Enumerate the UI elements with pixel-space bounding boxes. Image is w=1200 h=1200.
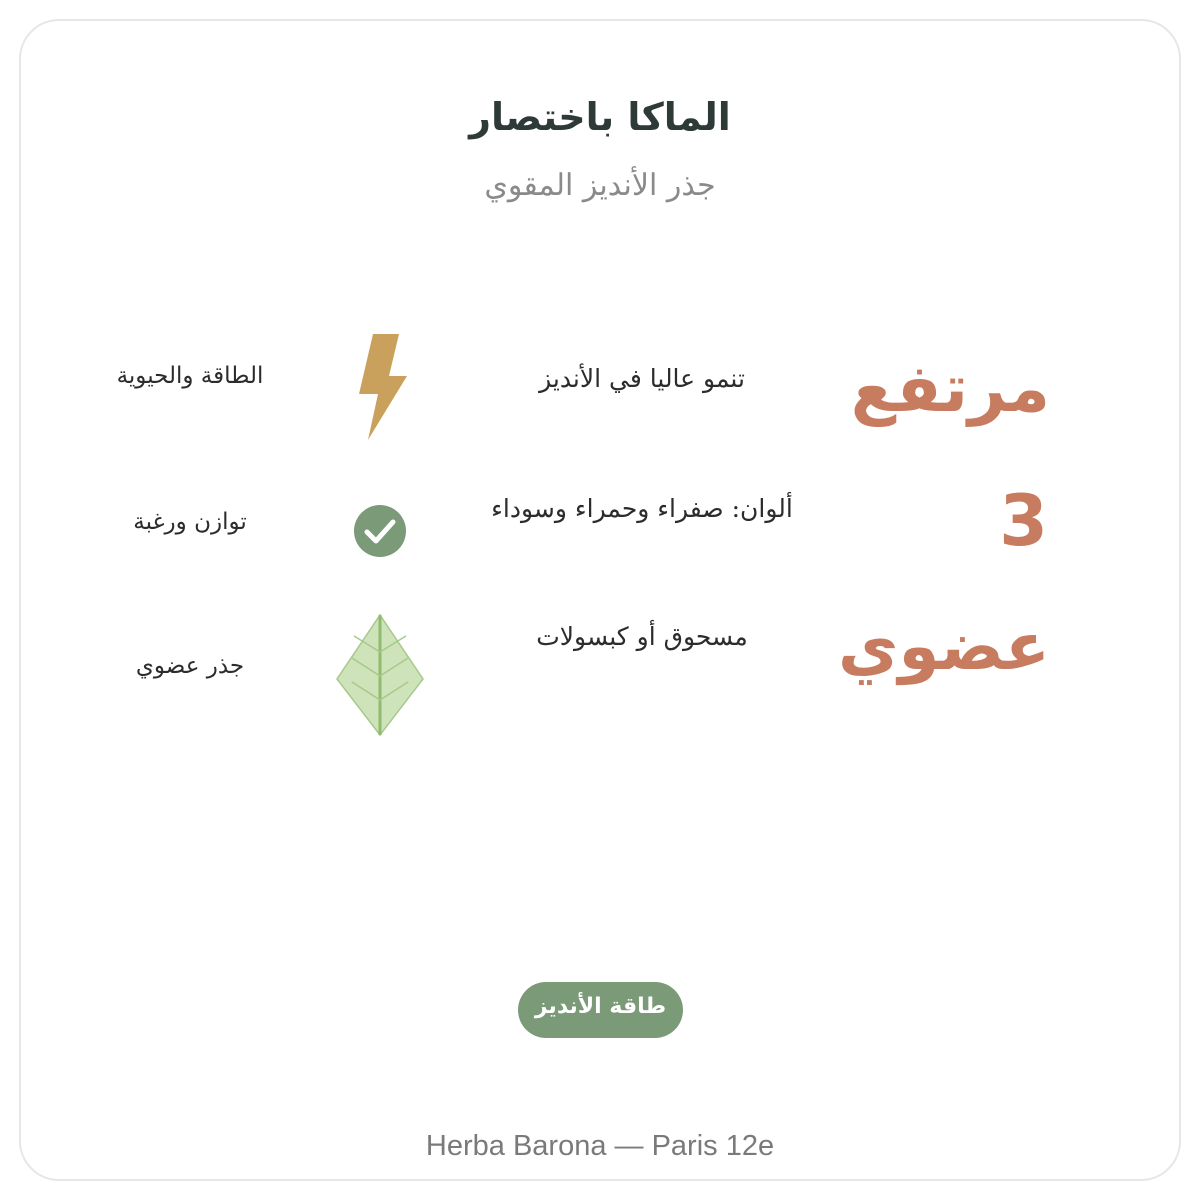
page-subtitle: جذر الأنديز المقوي xyxy=(484,168,716,203)
fact-description: تنمو عاليا في الأنديز xyxy=(539,364,745,393)
benefit-label: توازن ورغبة xyxy=(133,509,247,535)
fact-stat: 3 xyxy=(999,480,1048,562)
lightning-bolt-icon xyxy=(355,332,411,442)
benefit-label: جذر عضوي xyxy=(135,653,245,679)
fact-stat: عضوي xyxy=(838,608,1050,685)
leaf-icon xyxy=(334,612,426,738)
footer-text: Herba Barona — Paris 12e xyxy=(425,1130,775,1162)
fact-stat: مرتفع xyxy=(850,350,1050,427)
page-title: الماكا باختصار xyxy=(469,95,731,139)
benefit-label: الطاقة والحيوية xyxy=(116,363,264,389)
andes-energy-badge: طاقة الأنديز xyxy=(518,982,683,1038)
fact-description: مسحوق أو كبسولات xyxy=(536,622,748,651)
fact-description: ألوان: صفراء وحمراء وسوداء xyxy=(491,494,793,523)
check-circle-icon xyxy=(352,503,408,559)
